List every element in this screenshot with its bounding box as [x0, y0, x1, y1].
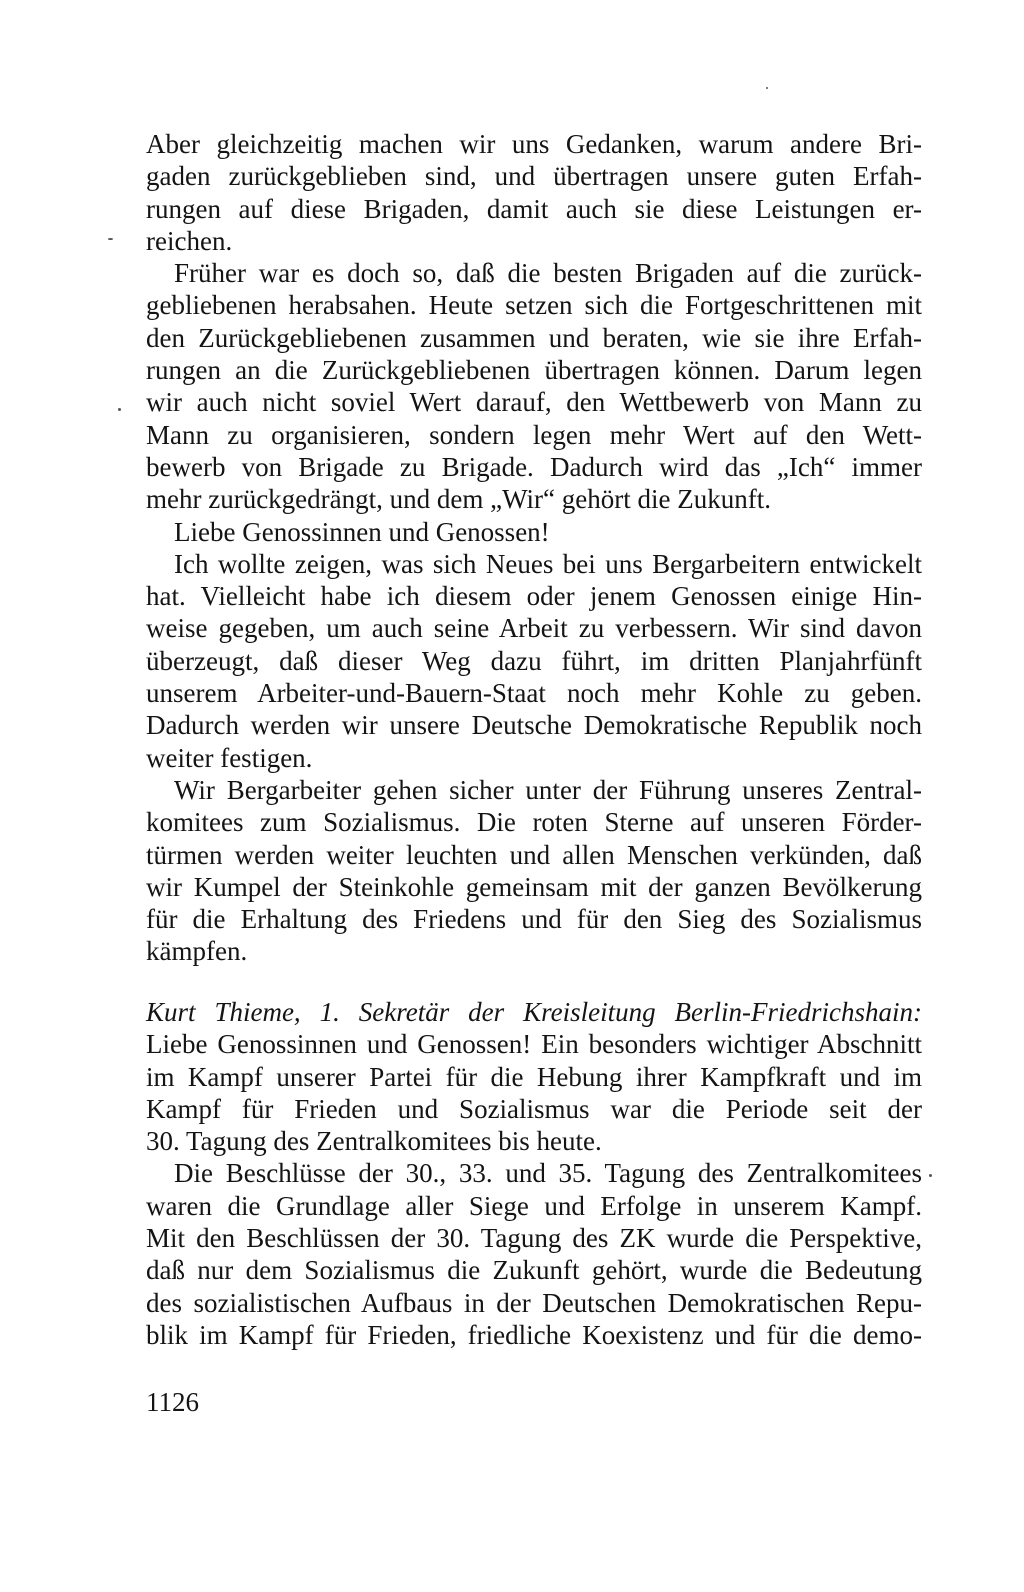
text-line: reichen. [146, 225, 233, 256]
text-line: komitees zum Sozialismus. Die roten Sterne auf unseren Förder- [146, 807, 922, 838]
speaker-heading-line: Kurt Thieme, 1. Sekretär der Kreisleitung Berlin-Friedrichshain: [146, 997, 922, 1027]
text-line: Früher war es doch so, daß die besten Brigaden auf die zurück- [174, 258, 922, 289]
text-line: im Kampf unserer Partei für die Hebung ihrer Kampfkraft und im [146, 1061, 922, 1092]
text-line: bewerb von Brigade zu Brigade. Dadurch wird das „Ich“ immer [146, 451, 922, 482]
text-line: weise gegeben, um auch seine Arbeit zu verbessern. Wir sind davon [146, 613, 922, 644]
text-line: gebliebenen herabsahen. Heute setzen sich die Fortgeschrittenen mit [146, 290, 922, 321]
text-line: türmen werden weiter leuchten und allen Menschen verkünden, daß [146, 839, 922, 870]
text-line: Ich wollte zeigen, was sich Neues bei uns Bergarbeitern entwickelt [174, 548, 922, 579]
text-line: den Zurückgebliebenen zusammen und beraten, wie sie ihre Erfah- [146, 322, 922, 353]
text-line: Aber gleichzeitig machen wir uns Gedanken, warum andere Bri- [146, 129, 922, 159]
scan-speck [766, 87, 768, 89]
text-line: Liebe Genossinnen und Genossen! [174, 516, 550, 547]
text-line: Wir Bergarbeiter gehen sicher unter der Führung unseres Zentral- [174, 774, 922, 805]
text-line: Die Beschlüsse der 30., 33. und 35. Tagung des Zentralkomitees [174, 1158, 922, 1189]
text-line: blik im Kampf für Frieden, friedliche Koexistenz und für die demo- [146, 1319, 922, 1350]
text-line: rungen an die Zurückgebliebenen übertragen können. Darum legen [146, 355, 922, 386]
text-line: des sozialistischen Aufbaus in der Deutschen Demokratischen Repu- [146, 1287, 922, 1318]
text-line: Mit den Beschlüssen der 30. Tagung des ZK wurde die Perspektive, [146, 1223, 922, 1254]
text-line: unserem Arbeiter-und-Bauern-Staat noch mehr Kohle zu geben. [146, 678, 922, 709]
text-line: hat. Vielleicht habe ich diesem oder jenem Genossen einige Hin- [146, 581, 922, 612]
text-line: weiter festigen. [146, 742, 313, 773]
text-line: kämpfen. [146, 936, 248, 967]
scan-speck [118, 408, 121, 411]
text-line: 30. Tagung des Zentralkomitees bis heute. [146, 1126, 602, 1157]
text-line: daß nur dem Sozialismus die Zukunft gehört, wurde die Bedeutung [146, 1255, 922, 1286]
text-line: wir Kumpel der Steinkohle gemeinsam mit der ganzen Bevölkerung [146, 871, 922, 902]
scan-speck [929, 1174, 932, 1177]
text-line: rungen auf diese Brigaden, damit auch sie diese Leistungen er- [146, 193, 922, 224]
text-line: Liebe Genossinnen und Genossen! Ein besonders wichtiger Abschnitt [146, 1029, 922, 1060]
text-line: gaden zurückgeblieben sind, und übertragen unsere guten Erfah- [146, 161, 922, 192]
text-line: für die Erhaltung des Friedens und für den Sieg des Sozialismus [146, 904, 922, 935]
text-line: Dadurch werden wir unsere Deutsche Demokratische Republik noch [146, 710, 922, 741]
text-line: wir auch nicht soviel Wert darauf, den Wettbewerb von Mann zu [146, 387, 922, 418]
text-line: waren die Grundlage aller Siege und Erfolge in unserem Kampf. [146, 1190, 922, 1221]
text-line: mehr zurückgedrängt, und dem „Wir“ gehört die Zukunft. [146, 484, 771, 515]
speech-thieme-block [146, 996, 922, 1351]
page-number: 1126 [146, 1387, 199, 1417]
speech-continuation-block [146, 128, 922, 968]
text-line: Kampf für Frieden und Sozialismus war die Periode seit der [146, 1093, 922, 1124]
scan-speck [108, 238, 113, 240]
text-line: Mann zu organisieren, sondern legen mehr Wert auf den Wett- [146, 419, 922, 450]
text-line: überzeugt, daß dieser Weg dazu führt, im dritten Planjahrfünft [146, 645, 922, 676]
